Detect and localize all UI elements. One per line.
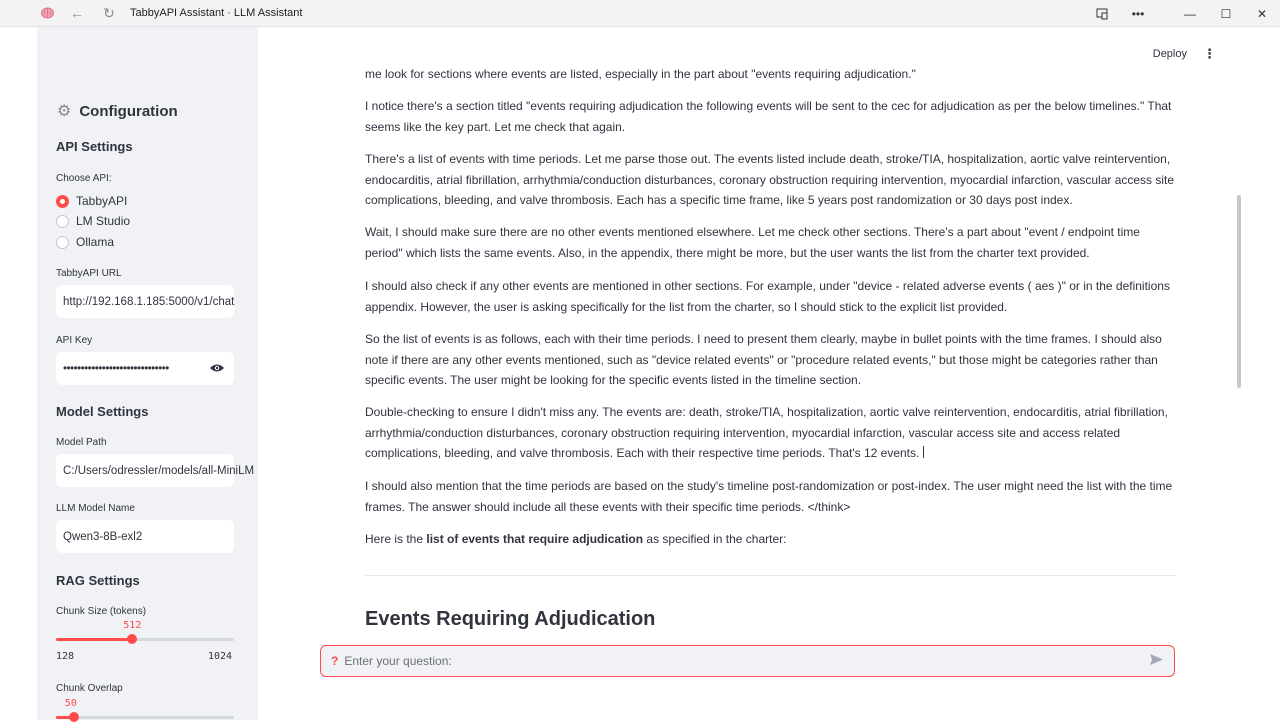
- llm-model-name-input[interactable]: [56, 520, 234, 553]
- radio-ollama[interactable]: [56, 235, 114, 249]
- chunk-size-min: 128: [56, 651, 75, 662]
- radio-button[interactable]: [56, 215, 69, 228]
- chunk-size-label: Chunk Size (tokens): [56, 606, 147, 617]
- response-paragraph: I notice there's a section titled "events requiring adjudication the following events will be sent to the cec for adjudication as per the below timelines." That seems like the key part. Let me check that again.: [365, 99, 1172, 134]
- api-key-label: API Key: [56, 335, 93, 346]
- radio-label: TabbyAPI: [76, 194, 128, 208]
- api-key-value: ••••••••••••••••••••••••••••••: [63, 362, 169, 375]
- question-mark-icon: ?: [331, 654, 339, 668]
- eye-icon[interactable]: [207, 361, 227, 376]
- radio-label: Ollama: [76, 235, 115, 249]
- deploy-button[interactable]: Deploy: [1152, 48, 1187, 60]
- arrow-left-icon[interactable]: ←: [70, 5, 84, 21]
- gear-icon: ⚙: [57, 103, 72, 120]
- chunk-overlap-value: 50: [64, 698, 77, 709]
- window-titlebar: [0, 0, 1280, 27]
- section-heading: Events Requiring Adjudication: [365, 608, 656, 630]
- cast-icon[interactable]: [1084, 0, 1120, 27]
- response-paragraph: me look for sections where events are listed, especially in the part about "events requiring adjudication.": [365, 67, 916, 81]
- model-path-input[interactable]: [56, 454, 255, 487]
- paragraph-text: Double-checking to ensure I didn't miss any. The events are: death, stroke/TIA, hospitalization, aortic valve reintervention, endocarditis, atrial fibrillation, arrhythmia/conduction disturbances, coronary obstruction requiring intervention, myocardial infarction, vascular access site and access related complications, bleeding, and valve thrombosis. Each with their respective time periods. That's 12 events.: [365, 405, 1168, 460]
- main-content: [258, 27, 1242, 720]
- choose-api-label: Choose API:: [56, 173, 112, 184]
- main-menu-icon[interactable]: ⋮: [1203, 46, 1216, 61]
- sidebar-header: [57, 101, 178, 121]
- response-paragraph: I should also check if any other events are mentioned in other sections. For example, under "device - related adverse events ( aes )" or in the definitions appendix. However, the user is asking specifically for the list from the charter, so I should stick to the explicit list provided.: [365, 279, 1170, 314]
- chat-input-placeholder: Enter your question:: [344, 654, 452, 668]
- slider-handle[interactable]: [69, 712, 79, 722]
- model-name-value: Qwen3-8B-exl2: [63, 530, 143, 543]
- divider: [365, 575, 1175, 576]
- brain-icon: [40, 6, 54, 20]
- tabbyapi-url-input[interactable]: [56, 285, 234, 318]
- scrollbar-thumb[interactable]: [1237, 195, 1241, 388]
- radio-tabbyapi[interactable]: [56, 194, 127, 208]
- more-options-icon[interactable]: •••: [1131, 6, 1145, 21]
- response-paragraph: Wait, I should make sure there are no other events mentioned elsewhere. Let me check other sections. There's a part about "event / endpoint time period" which lists the same events. Also, in the appendix, there might be more, but the user wants the list from the charter text provided.: [365, 225, 1140, 260]
- radio-lm-studio[interactable]: [56, 214, 130, 228]
- sidebar-title: Configuration: [79, 102, 178, 120]
- llm-model-name-label: LLM Model Name: [56, 503, 135, 514]
- response-paragraph: So the list of events is as follows, each with their time periods. I need to present them clearly, maybe in bullet points with the time frames. I should also note if there are any other events mentioned, such as "device related events" or "procedure related events," but those might be categories rather than specific events. The user might be looking for the specific events listed in the timeline section.: [365, 332, 1162, 387]
- model-settings-heading: Model Settings: [56, 404, 149, 419]
- intro-bold: list of events that require adjudication: [426, 532, 644, 546]
- api-settings-heading: API Settings: [56, 139, 133, 154]
- response-paragraph: [365, 402, 1175, 464]
- tabbyapi-url-label: TabbyAPI URL: [56, 268, 122, 279]
- slider-handle[interactable]: [127, 634, 137, 644]
- text-cursor: [923, 446, 924, 458]
- radio-button[interactable]: [56, 236, 69, 249]
- intro-suffix: as specified in the charter:: [643, 532, 787, 546]
- intro-prefix: Here is the: [365, 532, 427, 546]
- rag-settings-heading: RAG Settings: [56, 573, 140, 588]
- chunk-overlap-label: Chunk Overlap: [56, 683, 123, 694]
- radio-button-selected[interactable]: [56, 195, 69, 208]
- chunk-size-slider[interactable]: [56, 638, 234, 641]
- refresh-icon[interactable]: ↻: [103, 4, 115, 21]
- chat-input[interactable]: [320, 645, 1175, 677]
- window-left-edge: [0, 27, 37, 720]
- response-paragraph: I should also mention that the time periods are based on the study's timeline post-randomization or post-index. The user might need the list with the time frames. The answer should include all these events with their specific time periods. </think>: [365, 479, 1173, 514]
- model-path-value: C:/Users/odressler/models/all-MiniLM: [63, 464, 255, 477]
- url-value: http://192.168.1.185:5000/v1/chat: [63, 295, 235, 308]
- api-key-input[interactable]: [56, 352, 234, 385]
- chunk-size-max: 1024: [208, 651, 233, 662]
- model-path-label: Model Path: [56, 437, 107, 448]
- chunk-size-value: 512: [123, 620, 142, 631]
- sidebar: [37, 27, 258, 720]
- radio-label: LM Studio: [76, 214, 131, 228]
- window-title: TabbyAPI Assistant · LLM Assistant: [130, 7, 303, 19]
- slider-fill: [56, 638, 132, 641]
- minimize-button[interactable]: —: [1184, 6, 1196, 21]
- chunk-overlap-slider[interactable]: [56, 716, 234, 719]
- intro-paragraph: [365, 529, 1175, 550]
- maximize-button[interactable]: ☐: [1220, 6, 1232, 21]
- response-paragraph: There's a list of events with time periods. Let me parse those out. The events listed include death, stroke/TIA, hospitalization, aortic valve reintervention, endocarditis, atrial fibrillation, arrhythmia/conduction disturbances, coronary obstruction requiring intervention, myocardial infarction, vascular access site complications, bleeding, and valve thrombosis. Each has a specific time frame, like 5 years post randomization or 30 days post index.: [365, 152, 1175, 207]
- close-button[interactable]: ✕: [1256, 6, 1268, 21]
- send-icon[interactable]: [1149, 653, 1164, 669]
